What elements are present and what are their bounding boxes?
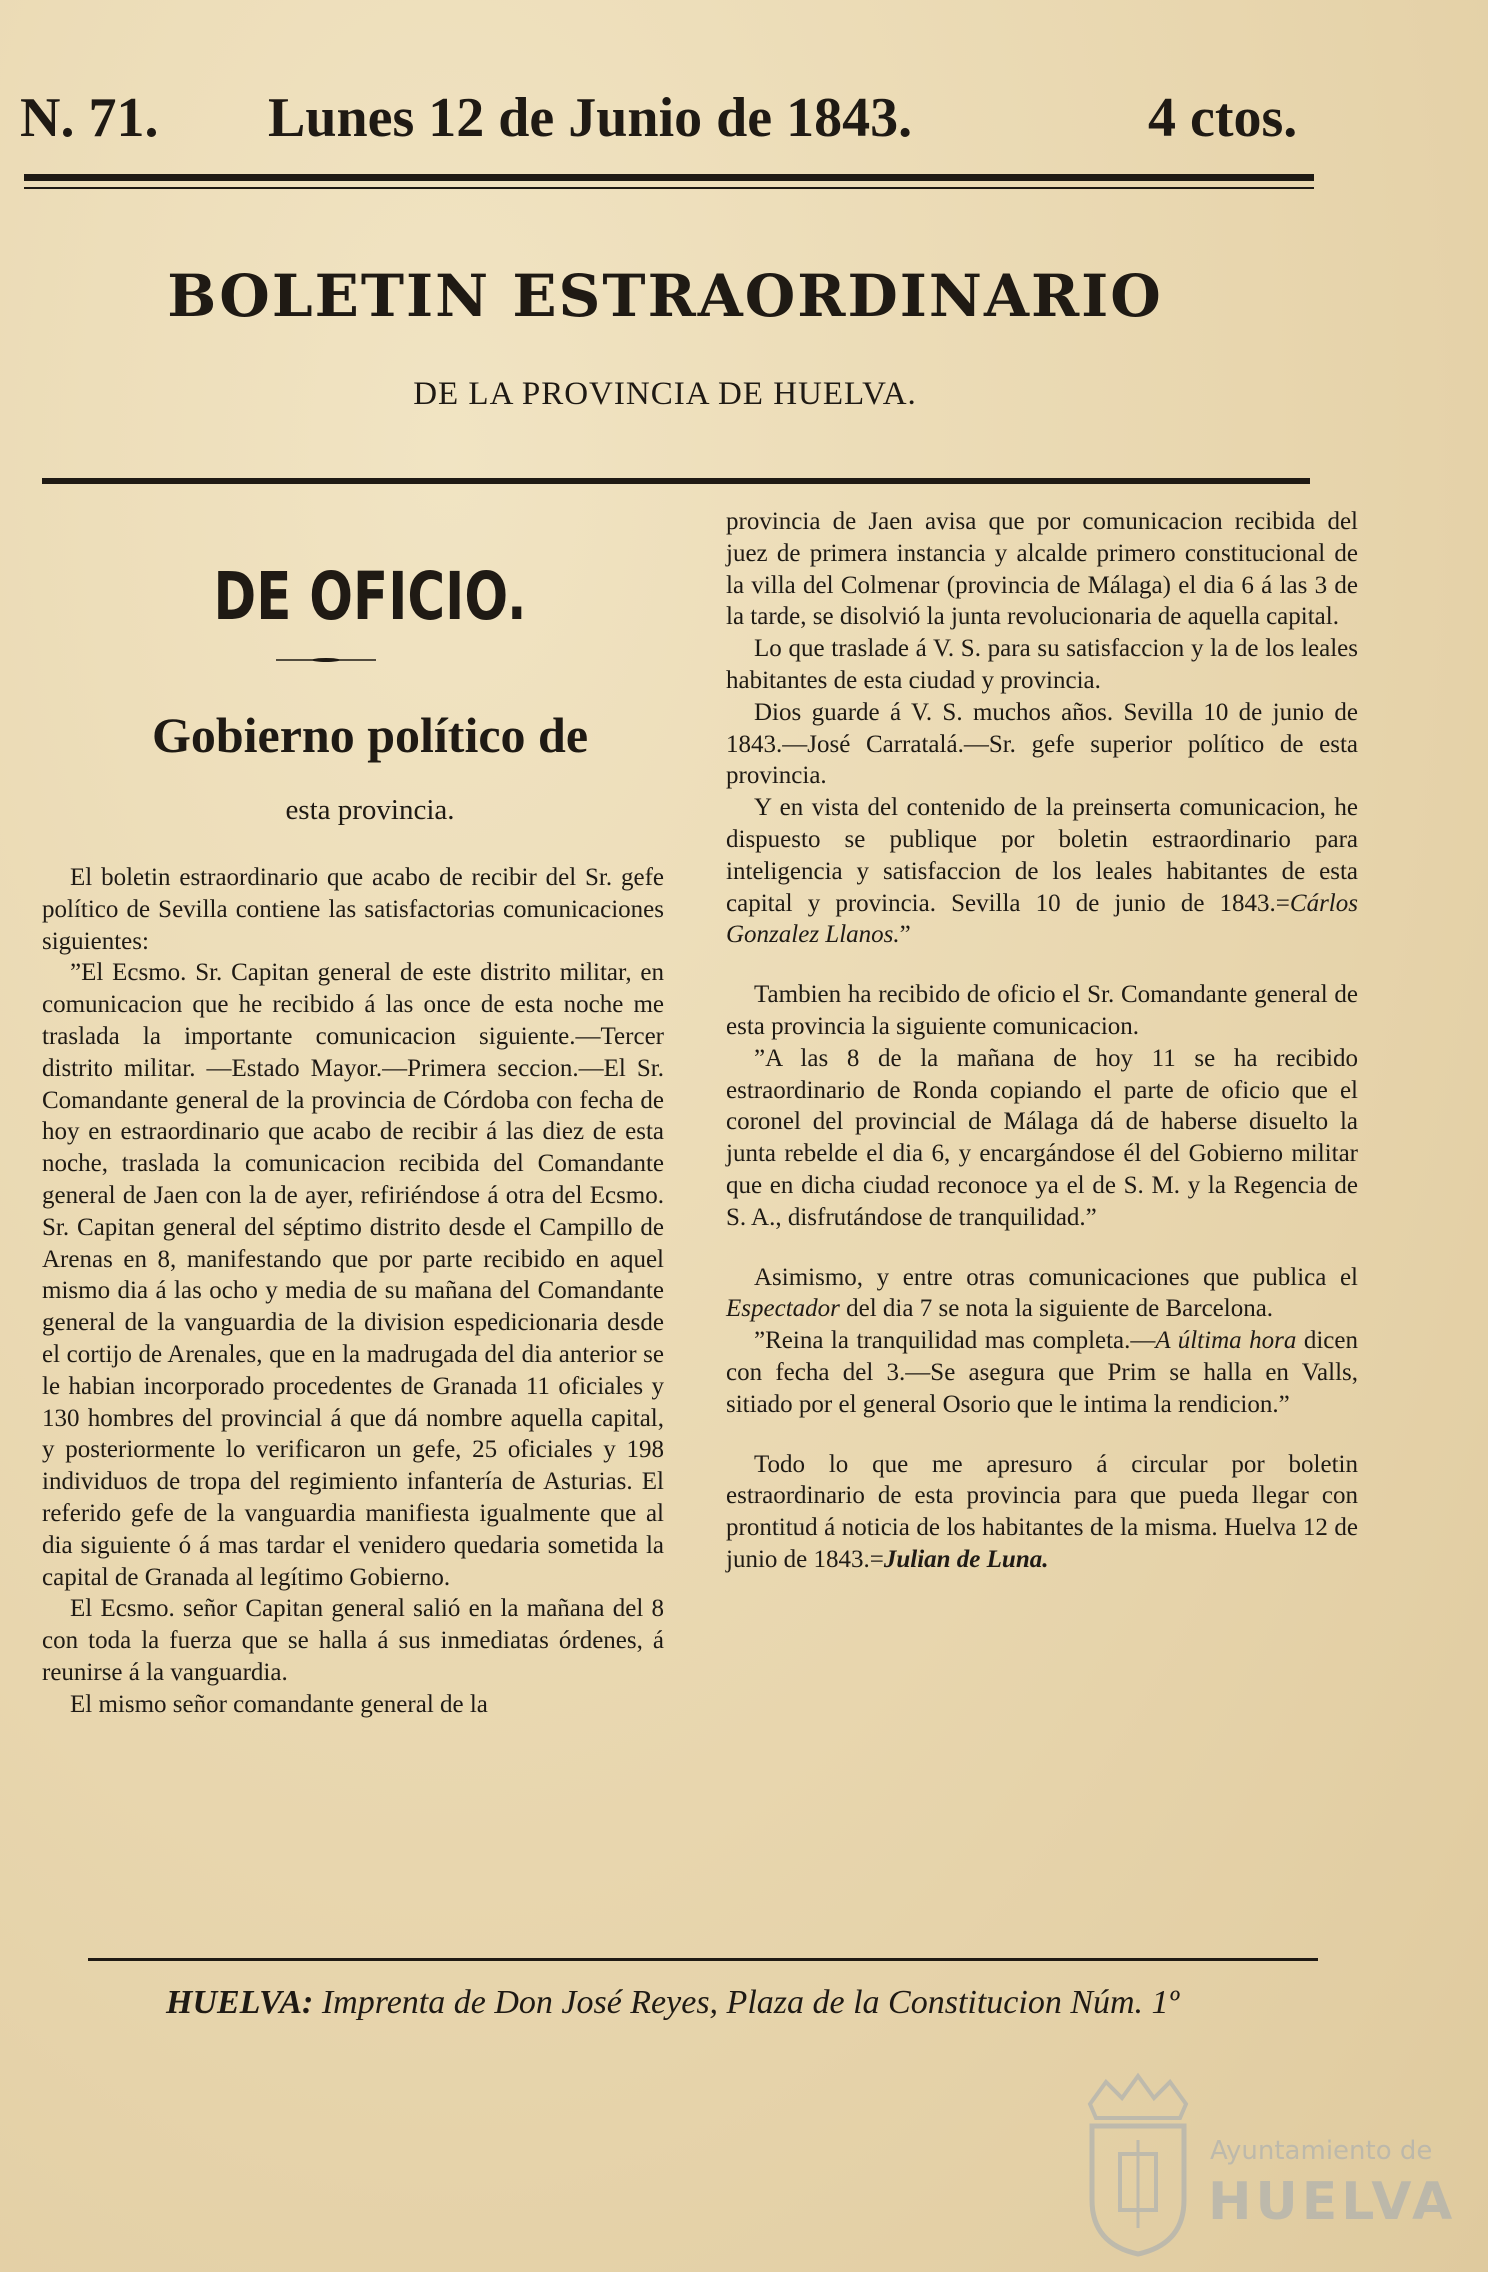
office-title: Gobierno político de	[151, 707, 589, 763]
paragraph: provincia de Jaen avisa que por comunicacion recibida del juez de primera instancia y alcalde primero constitucional de la villa del Colmenar (provincia de Málaga) el dia 6 á las 3 de la tarde, se disolvió la junta revolucionaria de aquella capital.	[726, 508, 1358, 631]
paragraph-text: Asimismo, y entre otras comunicaciones que publica el	[754, 1263, 1358, 1291]
paragraph-text: ”Reina la tranquilidad mas completa.—	[754, 1327, 1156, 1355]
imprint-place: HUELVA:	[166, 1984, 314, 2021]
imprint-line	[166, 1984, 1316, 2022]
paragraph: Lo que traslade á V. S. para su satisfaccion y la de los leales habitantes de esta ciudad y provincia.	[726, 635, 1358, 694]
paragraph: ”A las 8 de la mañana de hoy 11 se ha recibido estraordinario de Ronda copiando el parte de oficio que el coronel del provincial de Málaga dá de haberse disuelto la junta rebelde el dia 6, y encargándose él del Gobierno militar que en dicha ciudad reconoce ya el de S. M. y la Regencia de S. A., disfrutándose de tranquilidad.”	[726, 1044, 1358, 1231]
paragraph: El boletin estraordinario que acabo de recibir del Sr. gefe político de Sevilla contiene las satisfactorias comunicaciones siguientes:	[42, 864, 664, 955]
watermark-line2: HUELVA	[1208, 2172, 1457, 2232]
office-subtitle: esta provincia.	[285, 794, 455, 826]
signature: Cárlos Gonzalez Llanos.	[726, 889, 1358, 949]
issue-price: 4 ctos.	[1148, 87, 1298, 149]
city-watermark	[1068, 2068, 1457, 2258]
issue-number: N. 71.	[20, 87, 159, 149]
paragraph: ”El Ecsmo. Sr. Capitan general de este distrito militar, en comunicacion que he recibido á las once de esta noche me traslada la importante comunicacion siguiente.—Tercer distrito militar. —Estado Mayor.—Primera seccion.—El Sr. Comandante general de la provincia de Córdoba con fecha de hoy en estraordinario que acabo de recibir á las diez de esta noche, traslada la comunicacion recibida del Comandante general de Jaen con la de ayer, refiriéndose á otra del Ecsmo. Sr. Capitan general del séptimo distrito desde el Campillo de Arenas en 8, manifestando que por parte recibido en aquel mismo dia á las ocho y media de su mañana del Comandante general de la vanguardia de la division espedicionaria desde el cortijo de Arenales, que en la madrugada del dia anterior se le habian incorporado procedentes de Granada 11 oficiales y 130 hombres del provincial á que dá nombre aquella capital, y posteriormente lo verificaron un gefe, 25 oficiales y 198 individuos de tropa del regimiento infantería de Asturias. El referido gefe de la vanguardia manifiesta igualmente que al dia siguiente ó á mas tardar el venidero quedaria sometida la capital de Granada al legítimo Gobierno.	[42, 959, 664, 1591]
paragraph	[726, 1449, 1358, 1576]
bulletin-title: BOLETIN ESTRAORDINARIO	[167, 262, 1163, 330]
closing-quote: ”	[899, 921, 911, 949]
watermark-line1: Ayuntamiento de	[1210, 2136, 1433, 2166]
masthead	[20, 86, 1320, 166]
signature: Julian de Luna.	[883, 1545, 1049, 1573]
bulletin-subtitle: DE LA PROVINCIA DE HUELVA.	[413, 376, 917, 412]
paragraph	[726, 792, 1358, 951]
paragraph: El Ecsmo. señor Capitan general salió en la mañana del 8 con toda la fuerza que se halla á sus inmediatas órdenes, á reunirse á la vanguardia.	[42, 1595, 664, 1686]
masthead-rule-thin	[24, 187, 1314, 189]
masthead-rule-thick	[24, 174, 1314, 181]
paragraph-text: Todo lo que me apresuro á circular por boletin estraordinario de esta provincia para que pueda llegar con prontitud á noticia de los habitantes de la misma. Huelva 12 de junio de 1843.=	[726, 1450, 1358, 1573]
heading-ornament	[276, 658, 376, 662]
column-left	[42, 862, 664, 1721]
paragraph: Dios guarde á V. S. muchos años. Sevilla 10 de junio de 1843.—José Carratalá.—Sr. gefe superior político de esta provincia.	[726, 698, 1358, 790]
section-heading: DE OFICIO.	[213, 558, 527, 635]
issue-date: Lunes 12 de Junio de 1843.	[268, 87, 913, 149]
paragraph-text: del dia 7 se nota la siguiente de Barcelona.	[846, 1295, 1274, 1323]
column-right	[726, 506, 1358, 1576]
paragraph	[726, 1262, 1358, 1326]
title-rule	[42, 478, 1310, 484]
footer-rule	[88, 1958, 1318, 1961]
paragraph-text: dicen con fecha del 3.—Se asegura que Prim se halla en Valls, sitiado por el general Osorio que le intima la rendicion.”	[726, 1327, 1358, 1418]
paragraph: Tambien ha recibido de oficio el Sr. Comandante general de esta provincia la siguiente comunicacion.	[726, 981, 1358, 1040]
imprint-text: Imprenta de Don José Reyes, Plaza de la Constitucion Núm. 1º	[321, 1984, 1180, 2021]
emphasis: A última hora	[1155, 1327, 1297, 1355]
coat-of-arms-icon	[1076, 2068, 1200, 2258]
paragraph-text: Y en vista del contenido de la preinserta comunicacion, he dispuesto se publique por boletin estraordinario para inteligencia y satisfaccion de los leales habitantes de esta capital y provincia. Sevilla 10 de junio de 1843.=	[726, 794, 1358, 917]
paragraph	[726, 1325, 1358, 1420]
paragraph: El mismo señor comandante general de la	[70, 1690, 488, 1718]
newspaper-name: Espectador	[726, 1295, 840, 1323]
